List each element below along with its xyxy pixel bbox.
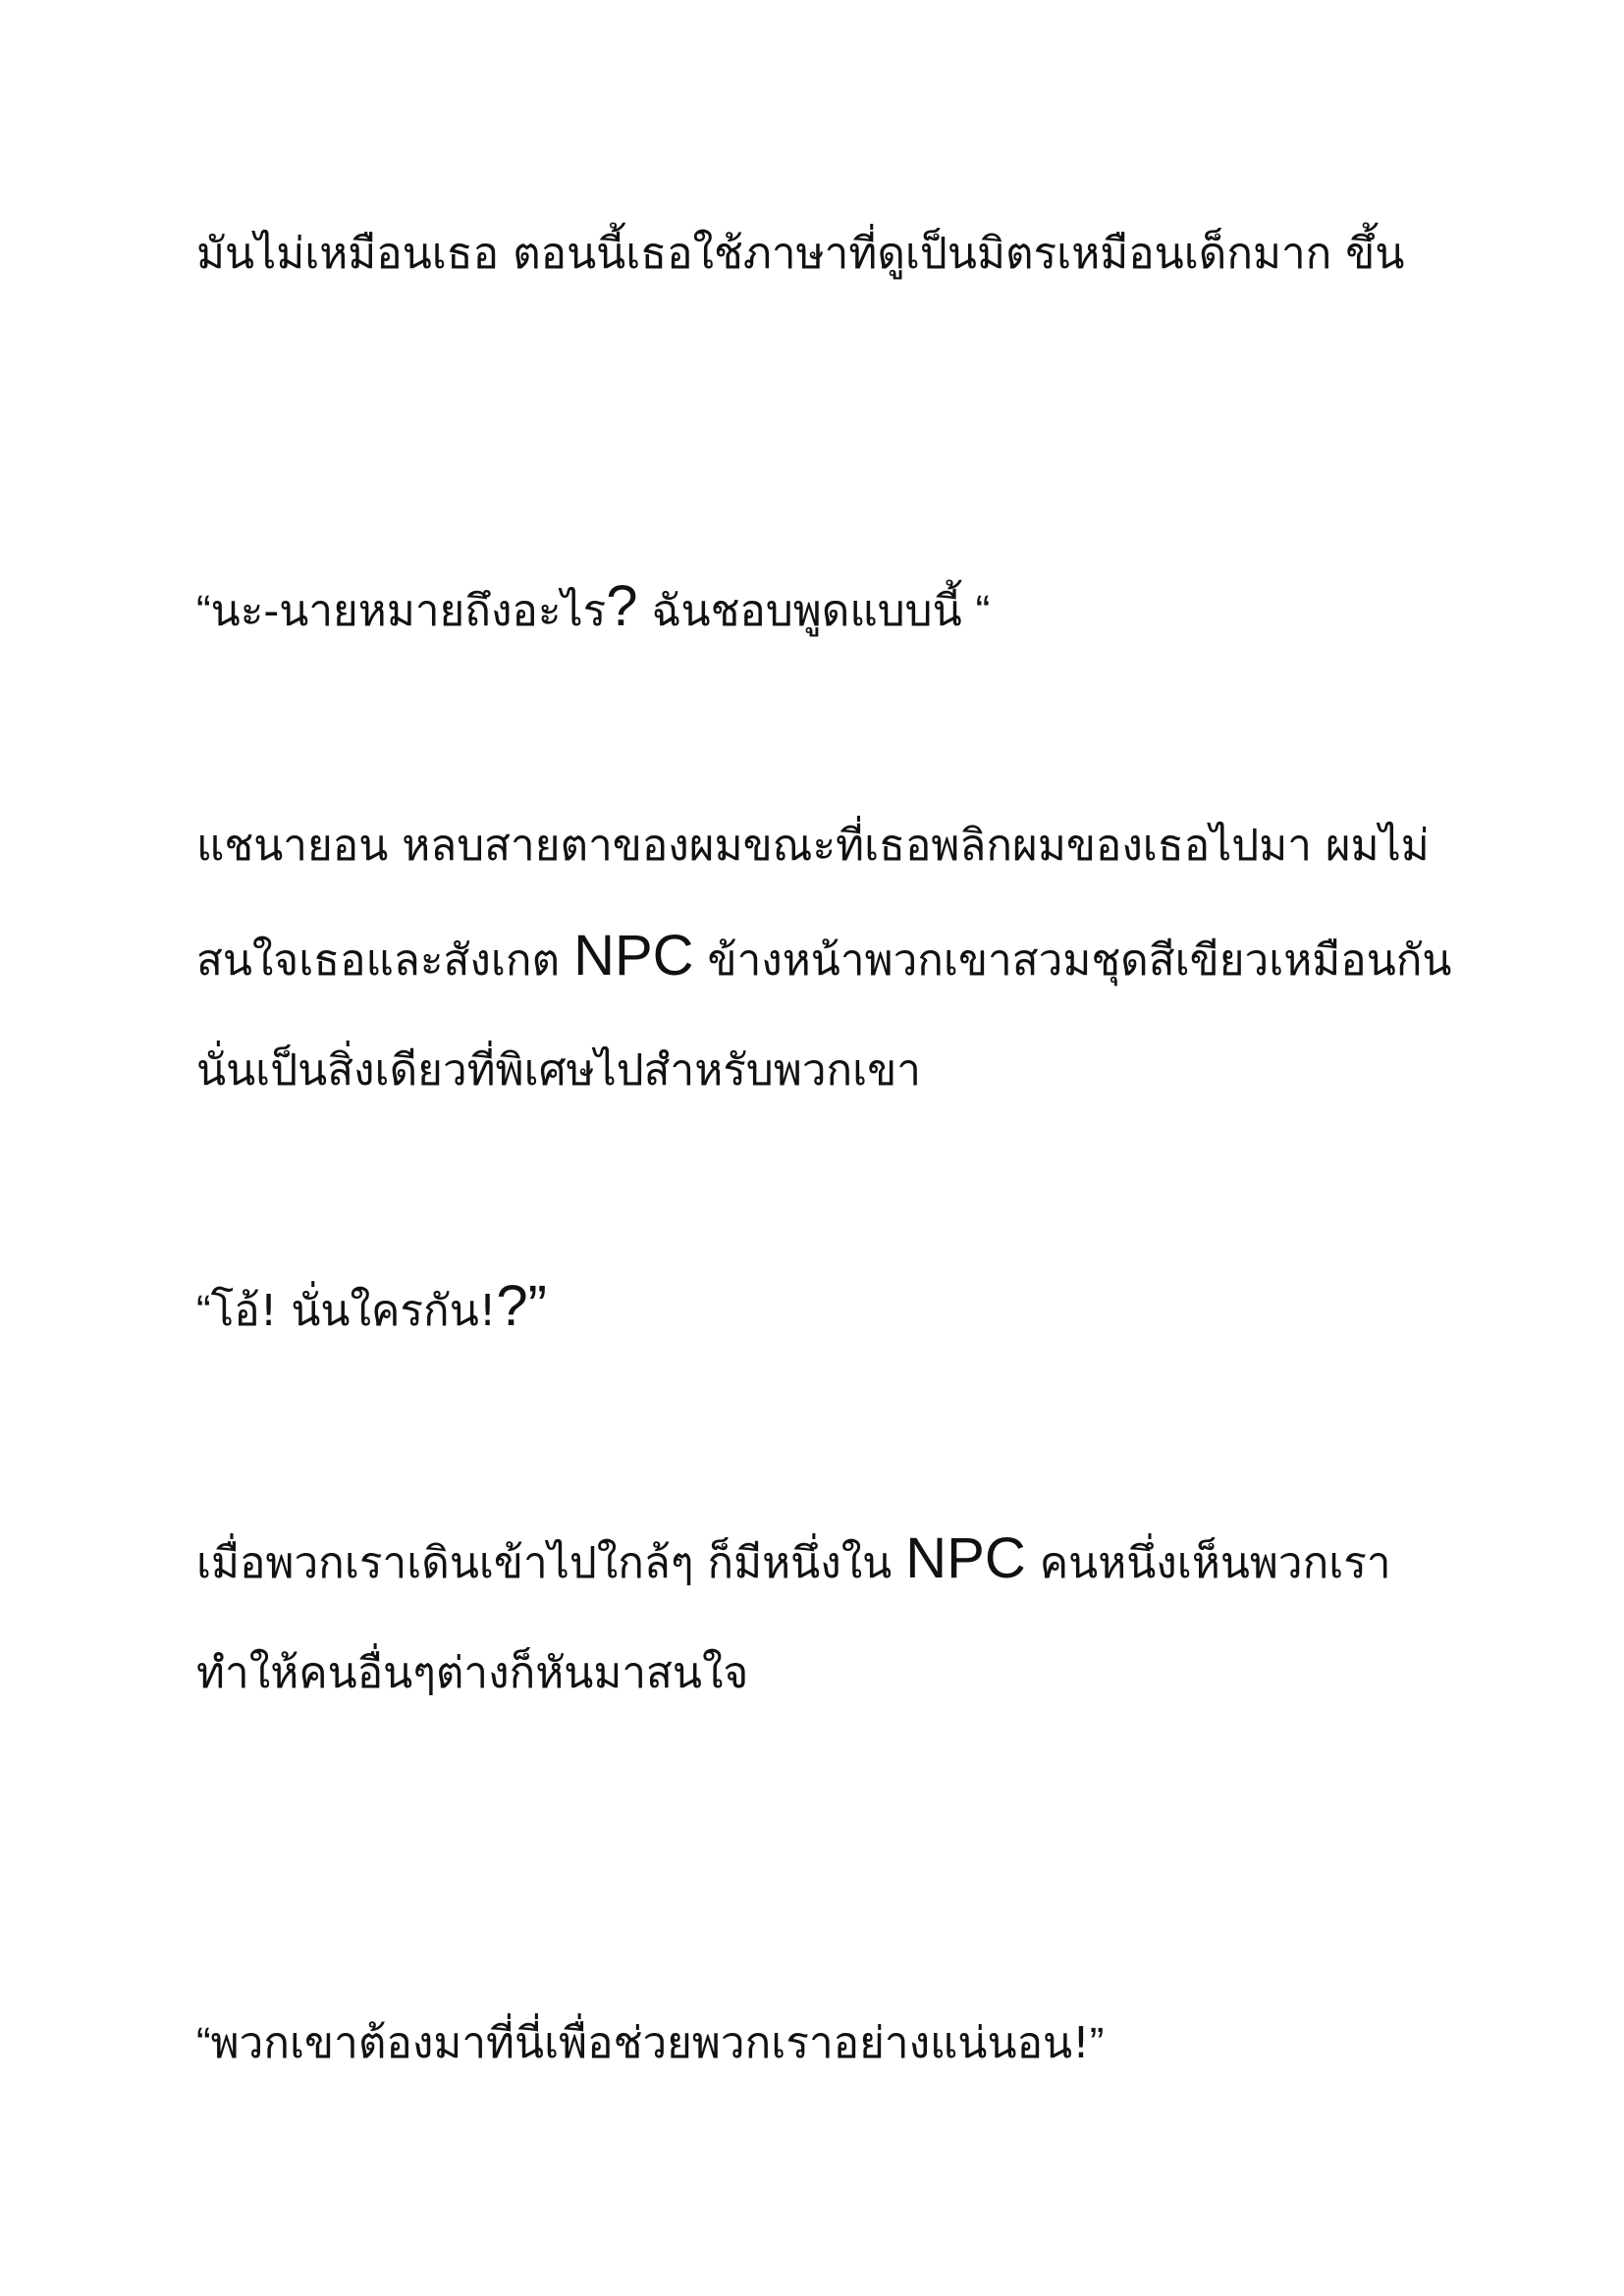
npc-term: NPC [573, 924, 694, 988]
paragraph-4-dialogue [196, 1252, 1453, 1366]
paragraph-3-text-2: ข้างหน้าพวกเขาสวมชุดสีเขียวเหมือนกัน นั่นเป็นสิ่งเดียวที่พิเศษไปสำหรับพวกเขา [196, 935, 1452, 1095]
paragraph-5-text-1: เมื่อพวกเราเดินเข้าไปใกล้ๆ ก็มีหนึ่งใน [196, 1538, 906, 1588]
paragraph-3 [196, 791, 1453, 1126]
paragraph-5-text-2: คนหนึ่งเห็นพวกเราทำให้คนอื่นๆต่างก็หันมาสนใจ [196, 1538, 1391, 1698]
paragraph-2-text-1: นะ-นายหมายถึงอะไร [210, 586, 607, 636]
open-quote: “ [196, 587, 211, 635]
close-quote: “ [975, 587, 991, 635]
paragraph-1-text: มันไม่เหมือนเธอ ตอนนี้เธอใช้ภาษาที่ดูเป็นมิตรเหมือนเด็กมาก ขึ้น [196, 229, 1405, 279]
paragraph-6-text: พวกเขาต้องมาที่นี่เพื่อช่วยพวกเราอย่างแน่นอน! [210, 2018, 1090, 2068]
paragraph-1 [196, 199, 1453, 309]
question-mark: ? [496, 1274, 528, 1338]
open-quote: “ [196, 1287, 211, 1335]
paragraph-2-text-2: ฉันชอบพูดแบบนี้ [637, 586, 976, 636]
paragraph-2-dialogue [196, 552, 1453, 667]
close-quote: ” [527, 1274, 547, 1338]
question-mark: ? [606, 574, 638, 638]
close-quote: ” [1089, 2019, 1105, 2067]
paragraph-6-dialogue [196, 1989, 1453, 2099]
open-quote: “ [196, 2019, 211, 2067]
npc-term: NPC [905, 1526, 1026, 1590]
paragraph-4-text: โอ้! นั่นใครกัน! [210, 1286, 497, 1336]
paragraph-5 [196, 1504, 1453, 1729]
paragraph-3-text-1: แชนายอน หลบสายตาของผมขณะที่เธอพลิกผมของเธอไปมา ผมไม่สนใจเธอและสังเกต [196, 821, 1430, 986]
